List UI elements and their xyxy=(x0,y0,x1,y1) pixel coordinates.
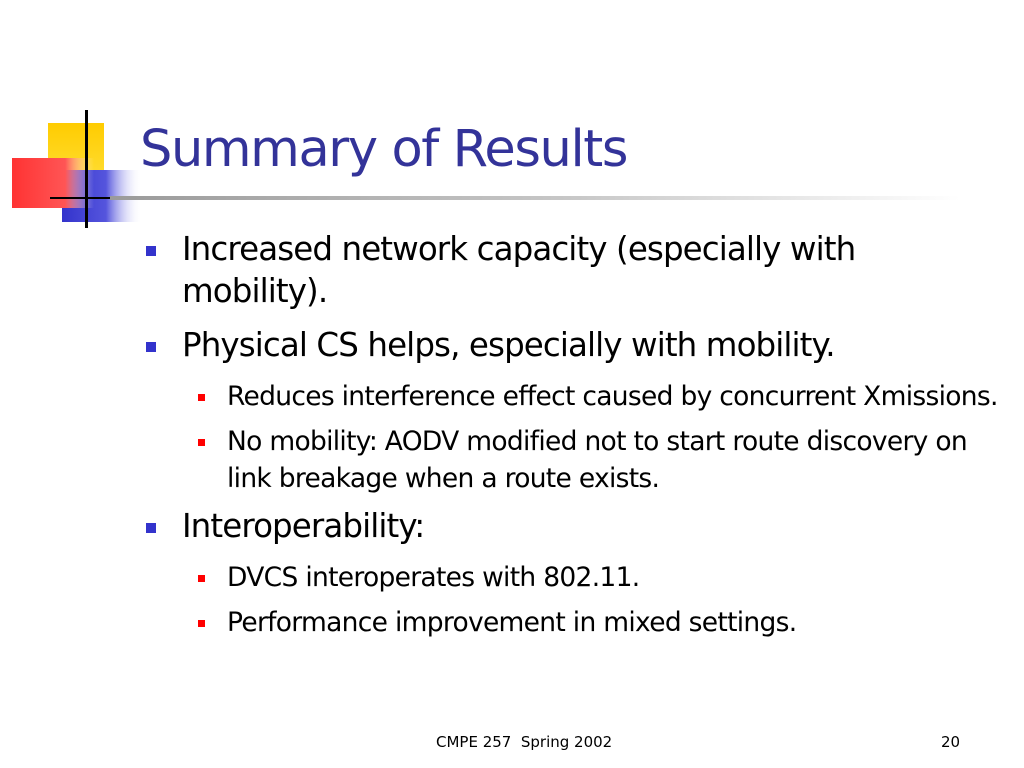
square-bullet-icon xyxy=(146,342,156,352)
logo-vertical-line xyxy=(85,110,88,228)
square-bullet-icon xyxy=(146,246,156,256)
footer-page-number: 20 xyxy=(941,733,961,751)
sub-bullet-item-performance xyxy=(146,604,1006,641)
title-underline xyxy=(110,196,960,200)
logo-horizontal-line xyxy=(50,197,110,199)
bullet-text: Physical CS helps, especially with mobility. xyxy=(182,326,835,364)
sub-bullet-item-interference xyxy=(146,378,1006,415)
slide-title: Summary of Results xyxy=(140,120,627,179)
sub-bullet-item-no-mobility xyxy=(146,423,1006,497)
square-bullet-icon xyxy=(198,575,205,582)
sub-bullet-item-dvcs xyxy=(146,559,1006,596)
bullet-item-interoperability xyxy=(146,505,1006,547)
square-bullet-icon xyxy=(198,620,205,627)
sub-bullet-text: Performance improvement in mixed settings. xyxy=(227,607,797,638)
bullet-text: Increased network capacity (especially with mobility). xyxy=(182,230,856,310)
bullet-item-capacity xyxy=(146,228,1006,312)
decorative-logo xyxy=(0,0,160,240)
sub-bullet-text: DVCS interoperates with 802.11. xyxy=(227,562,640,593)
bullet-item-physical-cs xyxy=(146,324,1006,366)
bullet-text: Interoperability: xyxy=(182,507,425,545)
logo-red-block xyxy=(12,158,94,208)
square-bullet-icon xyxy=(198,394,205,401)
sub-bullet-text: No mobility: AODV modified not to start route discovery on link breakage when a route exists. xyxy=(227,426,967,494)
bullet-list xyxy=(146,228,1006,649)
square-bullet-icon xyxy=(146,523,156,533)
sub-bullet-text: Reduces interference effect caused by concurrent Xmissions. xyxy=(227,381,998,412)
square-bullet-icon xyxy=(198,439,205,446)
footer-course: CMPE 257 Spring 2002 xyxy=(436,733,613,751)
